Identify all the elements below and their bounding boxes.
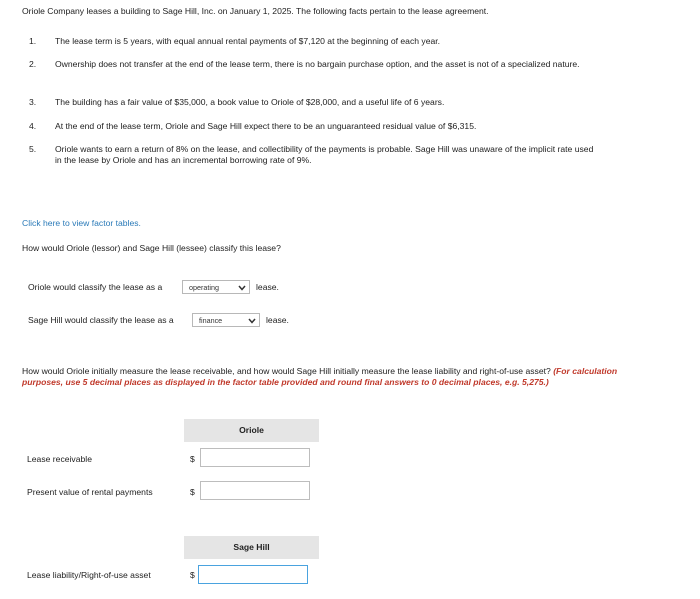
calculation-instruction: (For calculation purposes, use 5 decimal places as displayed in the factor table provided and round final answers to 0 decimal places, e.g. 5,275.) [22, 366, 618, 387]
fact-number: 5. [29, 144, 37, 154]
oriole-column-header: Oriole [184, 419, 319, 442]
classification-question: How would Oriole (lessor) and Sage Hill (lessee) classify this lease? [22, 243, 281, 253]
oriole-classify-suffix: lease. [256, 282, 279, 292]
chevron-down-icon [248, 314, 256, 333]
measurement-question [22, 366, 622, 388]
problem-intro: Oriole Company leases a building to Sage Hill, Inc. on January 1, 2025. The following facts pertain to the lease agreement. [22, 6, 489, 16]
fact-number: 3. [29, 97, 37, 107]
lease-liability-input[interactable] [198, 565, 308, 584]
lease-liability-label: Lease liability/Right-of-use asset [27, 570, 151, 580]
currency-symbol: $ [190, 570, 195, 580]
sagehill-classify-label: Sage Hill would classify the lease as a [28, 315, 174, 325]
factor-tables-link[interactable]: Click here to view factor tables. [22, 218, 141, 228]
currency-symbol: $ [190, 487, 195, 497]
lease-receivable-input[interactable] [200, 448, 310, 467]
fact-text: Ownership does not transfer at the end of the lease term, there is no bargain purchase option, and the asset is not of a specialized nature. [55, 59, 580, 69]
oriole-classify-label: Oriole would classify the lease as a [28, 282, 163, 292]
sagehill-classification-value: finance [199, 316, 223, 325]
pv-rental-payments-input[interactable] [200, 481, 310, 500]
fact-text: Oriole wants to earn a return of 8% on the lease, and collectibility of the payments is probable. Sage Hill was unaware of the implicit rate used in the lease by Oriole and has an incremental borrowing rate of 9%. [55, 144, 594, 165]
pv-rental-payments-label: Present value of rental payments [27, 487, 153, 497]
sagehill-classification-select[interactable] [192, 313, 260, 327]
fact-number: 1. [29, 36, 37, 46]
fact-number: 4. [29, 121, 37, 131]
lease-receivable-label: Lease receivable [27, 454, 92, 464]
fact-text: The building has a fair value of $35,000, a book value to Oriole of $28,000, and a useful life of 6 years. [55, 97, 445, 107]
oriole-classification-value: operating [189, 283, 219, 292]
currency-symbol: $ [190, 454, 195, 464]
fact-text: At the end of the lease term, Oriole and Sage Hill expect there to be an unguaranteed residual value of $6,315. [55, 121, 477, 131]
measurement-question-text: How would Oriole initially measure the lease receivable, and how would Sage Hill initially measure the lease liability and right-of-use asset? [22, 366, 551, 376]
fact-text: The lease term is 5 years, with equal annual rental payments of $7,120 at the beginning of each year. [55, 36, 441, 46]
chevron-down-icon [238, 281, 246, 300]
sagehill-classify-suffix: lease. [266, 315, 289, 325]
fact-number: 2. [29, 59, 37, 69]
oriole-classification-select[interactable] [182, 280, 250, 294]
sagehill-column-header: Sage Hill [184, 536, 319, 559]
